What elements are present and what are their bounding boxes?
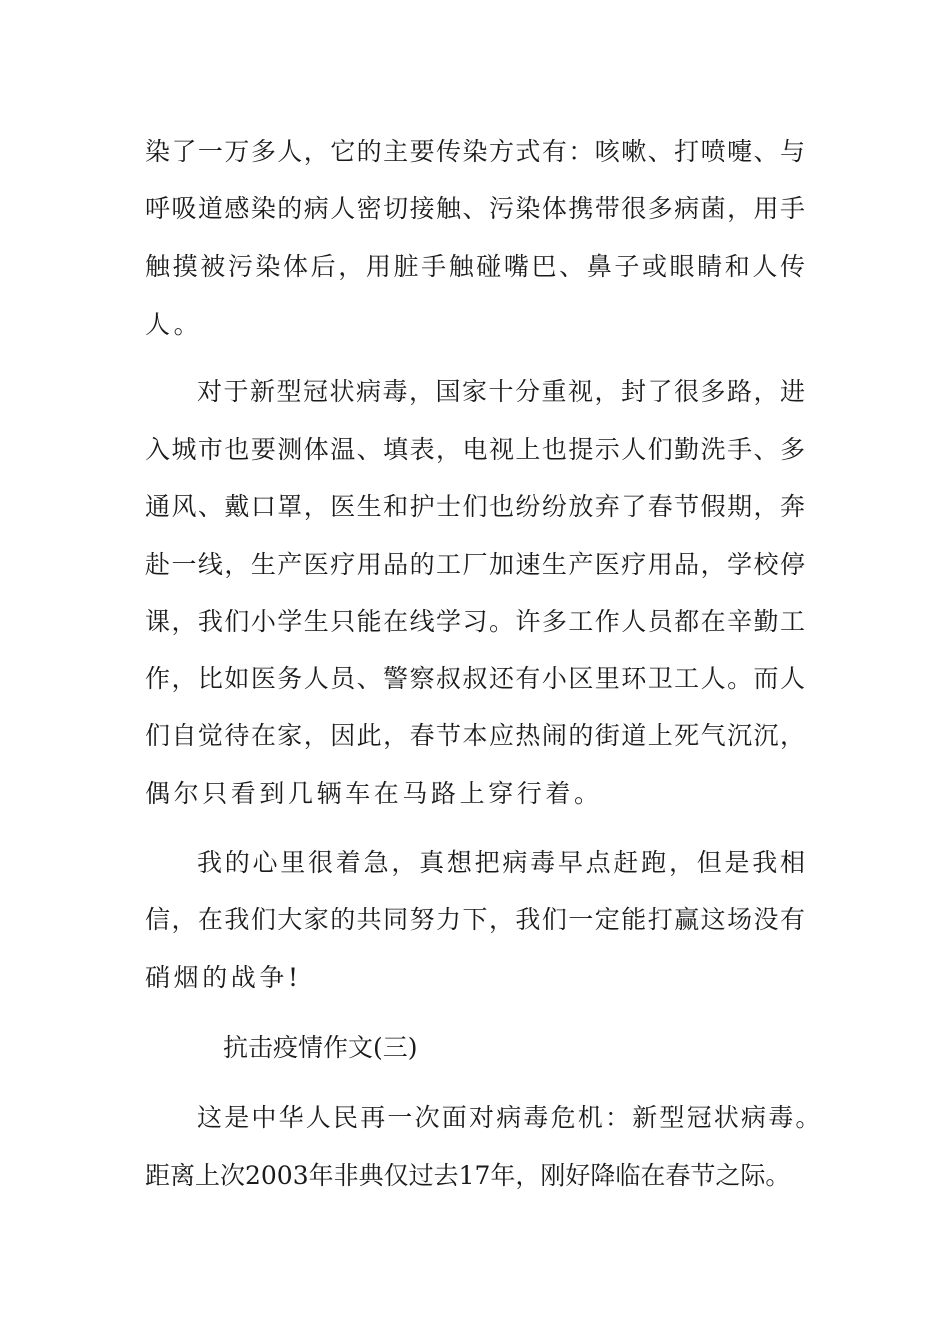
- final-paragraph-line-1: 这是中华人民再一次面对病毒危机：新型冠状病毒。: [197, 1103, 823, 1132]
- final-paragraph-line-2: 距离上次2003年非典仅过去17年，刚好降临在春节之际。: [145, 1161, 791, 1190]
- paragraph-1-line-1: 染了一万多人，它的主要传染方式有：咳嗽、打喷嚏、与: [145, 137, 805, 166]
- paragraph-2-line-1: 对于新型冠状病毒，国家十分重视，封了很多路，进: [197, 377, 805, 406]
- paragraph-1-line-4: 人。: [145, 310, 203, 339]
- paragraph-2-line-6: 作，比如医务人员、警察叔叔还有小区里环卫工人。而人: [145, 664, 805, 693]
- paragraph-1-line-3: 触摸被污染体后，用脏手触碰嘴巴、鼻子或眼睛和人传: [145, 252, 805, 281]
- paragraph-2-line-4: 赴一线，生产医疗用品的工厂加速生产医疗用品，学校停: [145, 550, 805, 579]
- paragraph-2-line-2: 入城市也要测体温、填表，电视上也提示人们勤洗手、多: [145, 435, 805, 464]
- paragraph-3-line-3: 硝烟的战争!: [145, 963, 302, 992]
- paragraph-2-line-5: 课，我们小学生只能在线学习。许多工作人员都在辛勤工: [145, 607, 805, 636]
- paragraph-2-line-8: 偶尔只看到几辆车在马路上穿行着。: [145, 779, 603, 808]
- section-heading: 抗击疫情作文(三): [223, 1033, 418, 1062]
- paragraph-3-line-1: 我的心里很着急，真想把病毒早点赶跑，但是我相: [197, 848, 805, 877]
- paragraph-2-line-7: 们自觉待在家，因此，春节本应热闹的街道上死气沉沉，: [145, 721, 805, 750]
- paragraph-3-line-2: 信，在我们大家的共同努力下，我们一定能打赢这场没有: [145, 905, 805, 934]
- paragraph-2-line-3: 通风、戴口罩，医生和护士们也纷纷放弃了春节假期，奔: [145, 492, 805, 521]
- paragraph-1-line-2: 呼吸道感染的病人密切接触、污染体携带很多病菌，用手: [145, 194, 805, 223]
